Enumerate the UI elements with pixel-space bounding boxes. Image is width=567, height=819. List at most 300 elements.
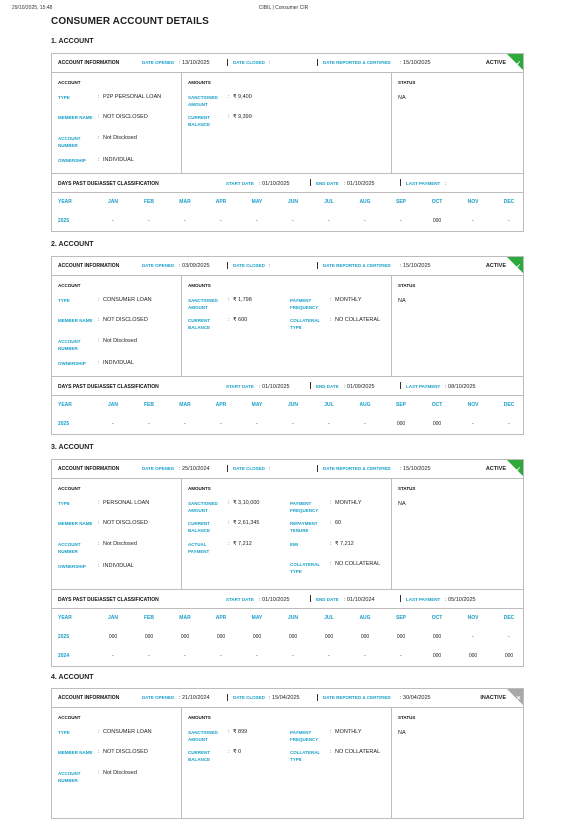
- dpd-year: 2025: [58, 421, 70, 427]
- date-reported-label: DATE REPORTED & CERTIFIED: [323, 60, 391, 65]
- member-name-colon: :: [98, 520, 100, 526]
- account-column: [52, 73, 182, 173]
- dpd-cell: 000: [360, 634, 370, 640]
- dpd-cell: -: [256, 421, 258, 427]
- current-balance-colon: :: [228, 317, 230, 323]
- date-closed-label: DATE CLOSED: [233, 466, 265, 471]
- member-name-colon: :: [98, 749, 100, 755]
- dpd-title: DAYS PAST DUE/ASSET CLASSIFICATION: [58, 181, 159, 187]
- dpd-cell: -: [112, 421, 114, 427]
- account-card: [51, 459, 524, 667]
- date-opened-label: DATE OPENED: [142, 263, 175, 268]
- type-label: TYPE: [58, 298, 70, 303]
- amounts-column: [182, 708, 392, 818]
- current-balance-label: CURRENT BALANCE: [188, 115, 210, 127]
- account-body: [52, 708, 523, 818]
- divider: [317, 694, 318, 701]
- member-name-label: MEMBER NAME: [58, 521, 93, 526]
- collateral-type-label: COLLATERAL TYPE: [290, 318, 321, 330]
- month-header: APR: [215, 402, 227, 408]
- account-number-colon: :: [98, 541, 100, 547]
- amounts-column-title: AMOUNTS: [188, 486, 211, 491]
- month-header: FEB: [144, 199, 154, 205]
- account-heading: 4. ACCOUNT: [51, 674, 94, 681]
- divider: [310, 595, 311, 602]
- payment-frequency-field: [290, 297, 385, 311]
- dpd-cell: -: [184, 421, 186, 427]
- account-number-field: [58, 541, 153, 555]
- end-date-label: END DATE: [316, 181, 339, 186]
- current-balance-field: [188, 114, 283, 128]
- account-number-value: Not Disclosed: [103, 338, 137, 344]
- current-balance-label: CURRENT BALANCE: [188, 750, 210, 762]
- collateral-type-label: COLLATERAL TYPE: [290, 750, 321, 762]
- account-number-label: ACCOUNT NUMBER: [58, 339, 81, 351]
- date-opened-value: : 03/09/2025: [179, 263, 210, 269]
- divider: [227, 694, 228, 701]
- repayment-tenure-label: REPAYMENT TENURE: [290, 521, 318, 533]
- month-header: JAN: [107, 199, 118, 205]
- account-info-header: [52, 689, 523, 708]
- member-name-field: [58, 114, 153, 128]
- dpd-cell: -: [292, 421, 294, 427]
- actual-payment-value: ₹ 7,212: [233, 541, 252, 547]
- dpd-cell: 000: [396, 421, 406, 427]
- date-reported-label: DATE REPORTED & CERTIFIED: [323, 466, 391, 471]
- dpd-cell: -: [256, 653, 258, 659]
- divider: [227, 465, 228, 472]
- account-number-colon: :: [98, 338, 100, 344]
- dpd-cell: -: [328, 421, 330, 427]
- dpd-cell: -: [472, 421, 474, 427]
- dpd-cell: 000: [180, 634, 190, 640]
- account-status-badge: INACTIVE: [480, 695, 506, 701]
- collateral-type-field: [290, 749, 385, 763]
- month-header: NOV: [467, 615, 479, 621]
- check-icon: ✓: [515, 467, 521, 473]
- dpd-cell: -: [220, 421, 222, 427]
- dpd-cell: 000: [504, 653, 514, 659]
- payment-frequency-label: PAYMENT FREQUENCY: [290, 501, 319, 513]
- month-header: MAR: [179, 199, 191, 205]
- collateral-type-label: COLLATERAL TYPE: [290, 562, 321, 574]
- emi-label: EMI: [290, 542, 299, 547]
- last-payment-value: : 08/10/2025: [445, 384, 476, 390]
- start-date-label: START DATE: [226, 181, 254, 186]
- account-number-label: ACCOUNT NUMBER: [58, 771, 81, 783]
- account-info-title: ACCOUNT INFORMATION: [58, 263, 120, 269]
- month-header: AUG: [359, 402, 371, 408]
- amounts-column: [182, 73, 392, 173]
- actual-payment-field: [188, 541, 283, 555]
- dpd-header: [52, 174, 523, 193]
- month-header: MAY: [251, 402, 263, 408]
- member-name-value: NOT DISCLOSED: [103, 520, 148, 526]
- date-closed-value: :: [269, 466, 271, 472]
- date-closed-value: :: [269, 263, 271, 269]
- account-column-title: ACCOUNT: [58, 80, 81, 85]
- dpd-cell: 000: [252, 634, 262, 640]
- repayment-tenure-field: [290, 520, 385, 534]
- date-opened-value: : 21/10/2024: [179, 695, 210, 701]
- current-balance-label: CURRENT BALANCE: [188, 318, 210, 330]
- member-name-label: MEMBER NAME: [58, 318, 93, 323]
- month-header: SEP: [395, 199, 406, 205]
- start-date-value: : 01/10/2025: [259, 181, 290, 187]
- dpd-cell: 000: [144, 634, 154, 640]
- amounts-column-title: AMOUNTS: [188, 283, 211, 288]
- sanctioned-amount-field: [188, 500, 283, 514]
- dpd-cell: -: [220, 218, 222, 224]
- payment-frequency-value: MONTHLY: [335, 729, 362, 735]
- ownership-label: OWNERSHIP: [58, 361, 86, 366]
- type-value: CONSUMER LOAN: [103, 729, 152, 735]
- account-number-colon: :: [98, 770, 100, 776]
- account-card: [51, 688, 524, 819]
- type-label: TYPE: [58, 730, 70, 735]
- month-header: JUN: [287, 199, 298, 205]
- dpd-header: [52, 377, 523, 396]
- last-payment-value: : 05/10/2025: [445, 597, 476, 603]
- account-status-badge: ACTIVE: [485, 263, 506, 269]
- dpd-cell: -: [364, 653, 366, 659]
- last-payment-label: LAST PAYMENT: [406, 384, 441, 389]
- ownership-value: INDIVIDUAL: [103, 157, 134, 163]
- month-header: MAY: [251, 615, 263, 621]
- account-column-title: ACCOUNT: [58, 283, 81, 288]
- payment-frequency-colon: :: [330, 729, 332, 735]
- type-field: [58, 297, 153, 311]
- member-name-value: NOT DISCLOSED: [103, 317, 148, 323]
- type-value: CONSUMER LOAN: [103, 297, 152, 303]
- dpd-cell: 000: [396, 634, 406, 640]
- page-title: CONSUMER ACCOUNT DETAILS: [51, 16, 209, 27]
- current-balance-field: [188, 749, 283, 763]
- account-card: [51, 256, 524, 435]
- sanctioned-amount-field: [188, 297, 283, 311]
- month-header: DEC: [503, 199, 515, 205]
- emi-field: [290, 541, 385, 555]
- member-name-colon: :: [98, 317, 100, 323]
- date-reported-value: : 15/10/2025: [400, 263, 431, 269]
- account-heading: 2. ACCOUNT: [51, 241, 94, 248]
- month-header: JUL: [324, 402, 334, 408]
- month-header: OCT: [431, 615, 443, 621]
- collateral-type-value: NO COLLATERAL: [335, 749, 381, 755]
- collateral-type-colon: :: [330, 561, 332, 567]
- dpd-month-header-row: [52, 396, 523, 415]
- month-header: OCT: [431, 402, 443, 408]
- divider: [310, 382, 311, 389]
- current-balance-colon: :: [228, 114, 230, 120]
- end-date-label: END DATE: [316, 597, 339, 602]
- dpd-year: 2025: [58, 634, 70, 640]
- account-number-colon: :: [98, 135, 100, 141]
- account-number-field: [58, 770, 153, 784]
- dpd-title: DAYS PAST DUE/ASSET CLASSIFICATION: [58, 384, 159, 390]
- dpd-cell: -: [508, 218, 510, 224]
- type-field: [58, 94, 162, 108]
- type-colon: :: [98, 297, 100, 303]
- print-datetime: 29/10/2025, 15:48: [12, 5, 53, 11]
- print-title: CIBIL | Consumer CIR: [258, 5, 309, 11]
- year-header: YEAR: [58, 615, 72, 621]
- dpd-cell: -: [112, 653, 114, 659]
- status-column-title: STATUS: [398, 283, 416, 288]
- account-number-label: ACCOUNT NUMBER: [58, 542, 81, 554]
- date-opened-value: : 25/10/2024: [179, 466, 210, 472]
- dpd-cell: 000: [288, 634, 298, 640]
- month-header: FEB: [144, 615, 154, 621]
- collateral-type-colon: :: [330, 749, 332, 755]
- dpd-cell: -: [184, 218, 186, 224]
- start-date-label: START DATE: [226, 384, 254, 389]
- account-card: [51, 53, 524, 232]
- month-header: JAN: [107, 402, 118, 408]
- account-column: [52, 708, 182, 818]
- status-column: [392, 479, 523, 589]
- date-reported-label: DATE REPORTED & CERTIFIED: [323, 695, 391, 700]
- dpd-cell: -: [508, 634, 510, 640]
- date-reported-value: : 15/10/2025: [400, 466, 431, 472]
- dpd-year: 2025: [58, 218, 70, 224]
- divider: [400, 595, 401, 602]
- month-header: JUN: [287, 615, 298, 621]
- ownership-label: OWNERSHIP: [58, 564, 86, 569]
- member-name-field: [58, 520, 153, 534]
- month-header: JUN: [287, 402, 298, 408]
- member-name-value: NOT DISCLOSED: [103, 749, 148, 755]
- payment-frequency-colon: :: [330, 500, 332, 506]
- divider: [400, 382, 401, 389]
- ownership-colon: :: [98, 360, 100, 366]
- dpd-cell: -: [472, 634, 474, 640]
- dpd-cell: -: [148, 421, 150, 427]
- dpd-cell: 000: [108, 634, 118, 640]
- dpd-cell: -: [256, 218, 258, 224]
- year-header: YEAR: [58, 402, 72, 408]
- status-column-title: STATUS: [398, 486, 416, 491]
- status-value: NA: [398, 730, 406, 736]
- type-value: P2P PERSONAL LOAN: [103, 94, 162, 100]
- ownership-colon: :: [98, 157, 100, 163]
- account-info-title: ACCOUNT INFORMATION: [58, 695, 120, 701]
- member-name-colon: :: [98, 114, 100, 120]
- current-balance-field: [188, 317, 283, 331]
- status-column: [392, 708, 523, 818]
- sanctioned-amount-label: SANCTIONED AMOUNT: [188, 501, 218, 513]
- type-label: TYPE: [58, 95, 70, 100]
- account-heading: 1. ACCOUNT: [51, 38, 94, 45]
- member-name-field: [58, 749, 153, 763]
- account-body: [52, 479, 523, 589]
- account-status-badge: ACTIVE: [485, 60, 506, 66]
- type-value: PERSONAL LOAN: [103, 500, 150, 506]
- type-field: [58, 729, 153, 743]
- dpd-cell: -: [472, 218, 474, 224]
- collateral-type-field: [290, 317, 385, 331]
- end-date-value: : 01/10/2025: [344, 181, 375, 187]
- account-number-label: ACCOUNT NUMBER: [58, 136, 81, 148]
- month-header: JUL: [324, 615, 334, 621]
- date-reported-value: : 30/04/2025: [400, 695, 431, 701]
- status-column-title: STATUS: [398, 80, 416, 85]
- ownership-field: [58, 360, 153, 374]
- check-icon: ✓: [515, 61, 521, 67]
- account-info-header: [52, 257, 523, 276]
- status-value: NA: [398, 501, 406, 507]
- current-balance-colon: :: [228, 520, 230, 526]
- end-date-value: : 01/09/2025: [344, 384, 375, 390]
- date-closed-value: :: [269, 60, 271, 66]
- divider: [317, 59, 318, 66]
- month-header: SEP: [395, 615, 406, 621]
- type-colon: :: [98, 94, 100, 100]
- close-icon: ✕: [515, 696, 521, 702]
- current-balance-value: ₹ 0: [233, 749, 242, 755]
- dpd-cell: 000: [432, 653, 442, 659]
- repayment-tenure-value: 60: [335, 520, 342, 526]
- ownership-value: INDIVIDUAL: [103, 563, 134, 569]
- account-number-value: Not Disclosed: [103, 135, 137, 141]
- account-heading: 3. ACCOUNT: [51, 444, 94, 451]
- dpd-year: 2024: [58, 653, 70, 659]
- dpd-cell: -: [220, 653, 222, 659]
- sanctioned-amount-field: [188, 729, 283, 743]
- collateral-type-value: NO COLLATERAL: [335, 317, 381, 323]
- payment-frequency-field: [290, 500, 385, 514]
- date-reported-value: : 15/10/2025: [400, 60, 431, 66]
- month-header: JUL: [324, 199, 334, 205]
- sanctioned-amount-value: ₹ 899: [233, 729, 248, 735]
- divider: [227, 262, 228, 269]
- account-info-title: ACCOUNT INFORMATION: [58, 466, 120, 472]
- last-payment-label: LAST PAYMENT: [406, 597, 441, 602]
- sanctioned-amount-label: SANCTIONED AMOUNT: [188, 95, 218, 107]
- account-info-header: [52, 460, 523, 479]
- month-header: DEC: [503, 402, 515, 408]
- date-reported-label: DATE REPORTED & CERTIFIED: [323, 263, 391, 268]
- amounts-column: [182, 276, 392, 376]
- dpd-section: [52, 589, 523, 666]
- dpd-cell: -: [148, 653, 150, 659]
- divider: [400, 179, 401, 186]
- account-number-value: Not Disclosed: [103, 541, 137, 547]
- dpd-cell: 000: [324, 634, 334, 640]
- dpd-cell: -: [328, 218, 330, 224]
- payment-frequency-label: PAYMENT FREQUENCY: [290, 298, 319, 310]
- status-value: NA: [398, 95, 406, 101]
- dpd-year-row: [52, 415, 523, 434]
- month-header: FEB: [144, 402, 154, 408]
- account-column-title: ACCOUNT: [58, 486, 81, 491]
- dpd-cell: 000: [432, 218, 442, 224]
- sanctioned-amount-value: ₹ 3,10,000: [233, 500, 260, 506]
- date-opened-label: DATE OPENED: [142, 60, 175, 65]
- account-column: [52, 479, 182, 589]
- member-name-label: MEMBER NAME: [58, 115, 93, 120]
- ownership-field: [58, 563, 153, 577]
- member-name-label: MEMBER NAME: [58, 750, 93, 755]
- month-header: AUG: [359, 615, 371, 621]
- collateral-type-value: NO COLLATERAL: [335, 561, 381, 567]
- end-date-label: END DATE: [316, 384, 339, 389]
- dpd-cell: -: [112, 218, 114, 224]
- ownership-value: INDIVIDUAL: [103, 360, 134, 366]
- year-header: YEAR: [58, 199, 72, 205]
- account-number-value: Not Disclosed: [103, 770, 137, 776]
- divider: [310, 179, 311, 186]
- start-date-value: : 01/10/2025: [259, 384, 290, 390]
- ownership-field: [58, 157, 153, 171]
- month-header: NOV: [467, 402, 479, 408]
- divider: [227, 59, 228, 66]
- current-balance-label: CURRENT BALANCE: [188, 521, 210, 533]
- month-header: DEC: [503, 615, 515, 621]
- current-balance-value: ₹ 2,61,345: [233, 520, 260, 526]
- account-number-field: [58, 338, 153, 352]
- dpd-cell: 000: [432, 634, 442, 640]
- dpd-month-header-row: [52, 193, 523, 212]
- sanctioned-amount-colon: :: [228, 500, 230, 506]
- account-info-header: [52, 54, 523, 73]
- amounts-column-title: AMOUNTS: [188, 80, 211, 85]
- amounts-column-title: AMOUNTS: [188, 715, 211, 720]
- account-number-field: [58, 135, 153, 149]
- dpd-cell: -: [292, 218, 294, 224]
- sanctioned-amount-colon: :: [228, 94, 230, 100]
- payment-frequency-value: MONTHLY: [335, 297, 362, 303]
- type-field: [58, 500, 153, 514]
- status-column: [392, 73, 523, 173]
- current-balance-field: [188, 520, 283, 534]
- month-header: MAY: [251, 199, 263, 205]
- divider: [317, 262, 318, 269]
- start-date-label: START DATE: [226, 597, 254, 602]
- account-body: [52, 73, 523, 173]
- sanctioned-amount-colon: :: [228, 297, 230, 303]
- dpd-cell: -: [364, 421, 366, 427]
- dpd-cell: -: [328, 653, 330, 659]
- ownership-label: OWNERSHIP: [58, 158, 86, 163]
- dpd-cell: -: [364, 218, 366, 224]
- print-header: [0, 5, 567, 15]
- current-balance-colon: :: [228, 749, 230, 755]
- dpd-cell: -: [292, 653, 294, 659]
- actual-payment-colon: :: [228, 541, 230, 547]
- payment-frequency-value: MONTHLY: [335, 500, 362, 506]
- dpd-cell: 000: [468, 653, 478, 659]
- collateral-type-field: [290, 561, 385, 575]
- dpd-cell: -: [508, 421, 510, 427]
- emi-colon: :: [330, 541, 332, 547]
- month-header: NOV: [467, 199, 479, 205]
- ownership-colon: :: [98, 563, 100, 569]
- last-payment-label: LAST PAYMENT: [406, 181, 441, 186]
- amounts-column: [182, 479, 392, 589]
- account-column-title: ACCOUNT: [58, 715, 81, 720]
- status-column: [392, 276, 523, 376]
- month-header: MAR: [179, 402, 191, 408]
- sanctioned-amount-value: ₹ 9,400: [233, 94, 252, 100]
- current-balance-value: ₹ 600: [233, 317, 248, 323]
- emi-value: ₹ 7,212: [335, 541, 354, 547]
- payment-frequency-field: [290, 729, 385, 743]
- actual-payment-label: ACTUAL PAYMENT: [188, 542, 210, 554]
- month-header: AUG: [359, 199, 371, 205]
- collateral-type-colon: :: [330, 317, 332, 323]
- last-payment-value: :: [445, 181, 447, 187]
